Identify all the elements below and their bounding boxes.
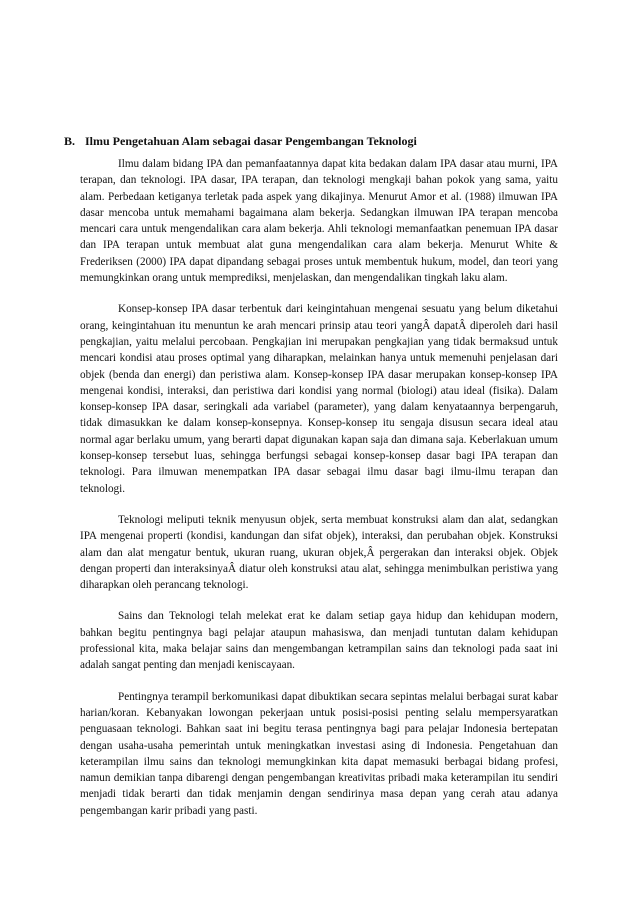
paragraph-pentingnya-berkomunikasi: Pentingnya terampil berkomunikasi dapat dibuktikan secara sepintas melalui berbagai surat kabar harian/koran. Kebanyakan lowongan pekerjaan untuk posisi-posisi penting selalu mempersyaratkan penguasaan teknologi. Bahkan saat ini begitu terasa pentingnya bagi para pelajar Indonesia bertepatan dengan usaha-usaha pemerintah untuk meningkatkan investasi asing di Indonesia. Pengetahuan dan keterampilan ilmu sains dan teknologi memungkinkan kita dapat memasuki berbagai bidang profesi, namun demikian tanpa dibarengi dengan pengembangan kreativitas pribadi maka keterampilan itu sendiri menjadi tidak berarti dan tidak menjamin dengan sendirinya masa depan yang cerah atau adanya pengembangan karir pribadi yang pasti. bbox=[80, 690, 558, 817]
paragraph-teknologi: Teknologi meliputi teknik menyusun objek, serta membuat konstruksi alam dan alat, sedangkan IPA mengenai properti (kondisi, kandungan dan sifat objek), interaksi, dan perubahan objek. Konstruksi alam dan alat mengatur bentuk, ukuran ruang, ukuran objek,Â pergerakan dan interaksi objek. Objek dengan properti dan interaksinyaÂ diatur oleh konstruksi atau alat, sehingga menimbulkan peristiwa yang diharapkan oleh perancang teknologi. bbox=[80, 513, 558, 592]
paragraph-ipa-dasar-terapan: Ilmu dalam bidang IPA dan pemanfaatannya dapat kita bedakan dalam IPA dasar atau murni, IPA terapan, dan teknologi. IPA dasar, IPA terapan, dan teknologi mengkaji bahan pokok yang sama, yaitu alam. Perbedaan ketiganya terletak pada aspek yang dikajinya. Menurut Amor et al. (1988) ilmuwan IPA dasar mencoba untuk memahami bagaimana alam bekerja. Sedangkan ilmuwan IPA terapan mencoba mencari cara untuk mengendalikan cara alam bekerja. Ahli teknologi memanfaatkan penemuan IPA dasar dan IPA terapan untuk membuat alat guna mengendalikan cara alam bekerja. Menurut White & Frederiksen (2000) IPA dapat dipandang sebagai proses untuk membentuk hukum, model, dan teori yang memungkinkan orang untuk memprediksi, menjelaskan, dan mengendalikan tingkah laku alam. bbox=[80, 158, 558, 285]
paragraph-konsep-ipa-dasar: Konsep-konsep IPA dasar terbentuk dari keingintahuan mengenai sesuatu yang belum diketahui orang, keingintahuan itu menuntun ke arah mencari prinsip atau teori yangÂ dapatÂ diperoleh dari hasil pengkajian, yaitu melalui percobaan. Pengkajian ini merupakan pengkajian yang tidak bermaksud untuk mencari kondisi atau proses optimal yang diharapkan, melainkan hanya untuk memenuhi penjelasan dari objek (benda dan energi) dan peristiwa alam. Konsep-konsep IPA dasar merupakan konsep-konsep IPA mengenai kondisi, interaksi, dan peristiwa dari kondisi yang normal (biologi) atau ideal (fisika). Dalam konsep-konsep IPA dasar, seringkali ada variabel (parameter), yang dalam kenyataannya berpengaruh, tidak dimasukkan ke dalam konsep-konsepnya. Konsep-konsep itu sengaja disusun secara ideal atau normal agar berlaku umum, yang berarti dapat digunakan kapan saja dan dimana saja. Keberlakuan umum konsep-konsep tersebut luas, sehingga berfungsi sebagai konsep-konsep dasar bagi IPA terapan dan teknologi. Para ilmuwan menempatkan IPA dasar sebagai ilmu dasar bagi ilmu-ilmu terapan dan teknologi. bbox=[80, 303, 558, 495]
section-letter: B. bbox=[64, 134, 76, 148]
section-title: Ilmu Pengetahuan Alam sebagai dasar Pengembangan Teknologi bbox=[85, 134, 417, 148]
section-body bbox=[80, 156, 558, 834]
paragraph-sains-dan-teknologi: Sains dan Teknologi telah melekat erat ke dalam setiap gaya hidup dan kehidupan modern, bahkan begitu pentingnya bagi pelajar ataupun mahasiswa, dan menjadi tuntutan dalam kehidupan professional kita, maka belajar sains dan mengembangan ketrampilan sains dan teknologi pada saat ini adalah sangat penting dan menjadi keniscayaan. bbox=[80, 610, 558, 672]
section-heading bbox=[64, 133, 584, 149]
